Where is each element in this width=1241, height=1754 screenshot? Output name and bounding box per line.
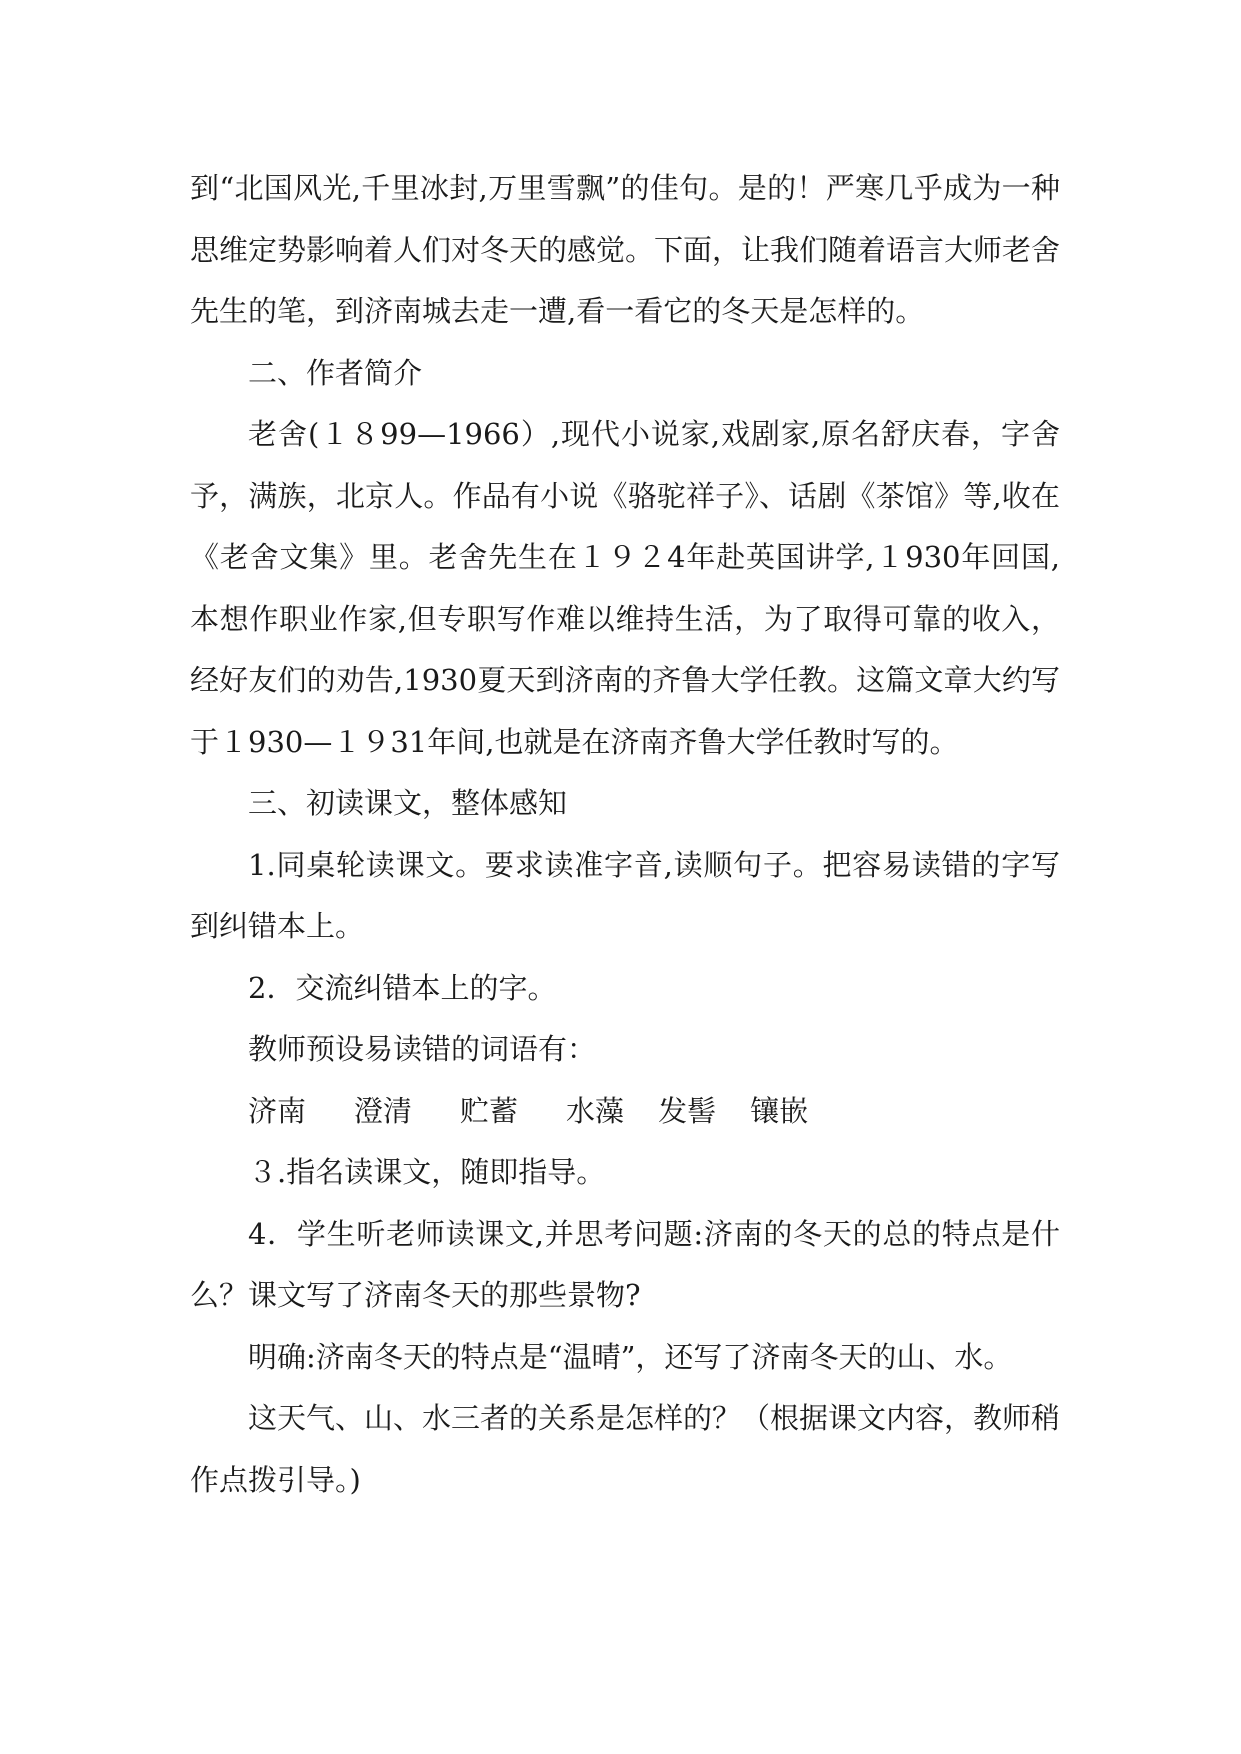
paragraph-answer: 明确:济南冬天的特点是“温晴”，还写了济南冬天的山、水。 (248, 1339, 1013, 1374)
paragraph-step-4: 4．学生听老师读课文,并思考问题:济南的冬天的总的特点是什么？课文写了济南冬天的那些景物? (190, 1216, 1060, 1312)
paragraph-author-bio: 老舍(１８99—1966）,现代小说家,戏剧家,原名舒庆春，字舍予，满族，北京人。作品有小说《骆驼祥子》、话剧《茶馆》等,收在《老舍文集》里。老舍先生在１９２4年赴英国讲学,１930年回国,本想作职业作家,但专职写作难以维持生活，为了取得可靠的收入，经好友们的劝告,1930夏天到济南的齐鲁大学任教。这篇文章大约写于１930—１９31年间,也就是在济南齐鲁大学任教时写的。 (190, 417, 1060, 759)
paragraph-intro-continued: 到“北国风光,千里冰封,万里雪飘”的佳句。是的！严寒几乎成为一种思维定势影响着人们对冬天的感觉。下面，让我们随着语言大师老舍先生的笔，到济南城去走一遭,看一看它的冬天是怎样的。 (190, 171, 1061, 328)
document-body (190, 158, 1060, 1511)
vocab-word: 澄清 (354, 1093, 413, 1128)
vocab-word: 贮蓄 (460, 1093, 519, 1128)
vocab-word: 发髻 (658, 1093, 717, 1128)
vocab-list (190, 1081, 1060, 1143)
vocab-word: 镶嵌 (750, 1093, 809, 1128)
paragraph-step-2: 2．交流纠错本上的字。 (248, 970, 557, 1005)
heading-first-reading: 三、初读课文，整体感知 (248, 786, 568, 820)
paragraph-question-relation: 这天气、山、水三者的关系是怎样的？（根据课文内容，教师稍作点拨引导。) (190, 1401, 1061, 1497)
paragraph-teacher-preset: 教师预设易读错的词语有： (248, 1032, 597, 1066)
paragraph-step-1: 1.同桌轮读课文。要求读准字音,读顺句子。把容易读错的字写到纠错本上。 (190, 847, 1060, 943)
heading-author-intro: 二、作者简介 (248, 355, 423, 390)
vocab-word: 济南 (248, 1093, 307, 1128)
paragraph-step-3: ３.指名读课文，随即指导。 (248, 1155, 606, 1189)
vocab-word: 水藻 (566, 1093, 625, 1128)
